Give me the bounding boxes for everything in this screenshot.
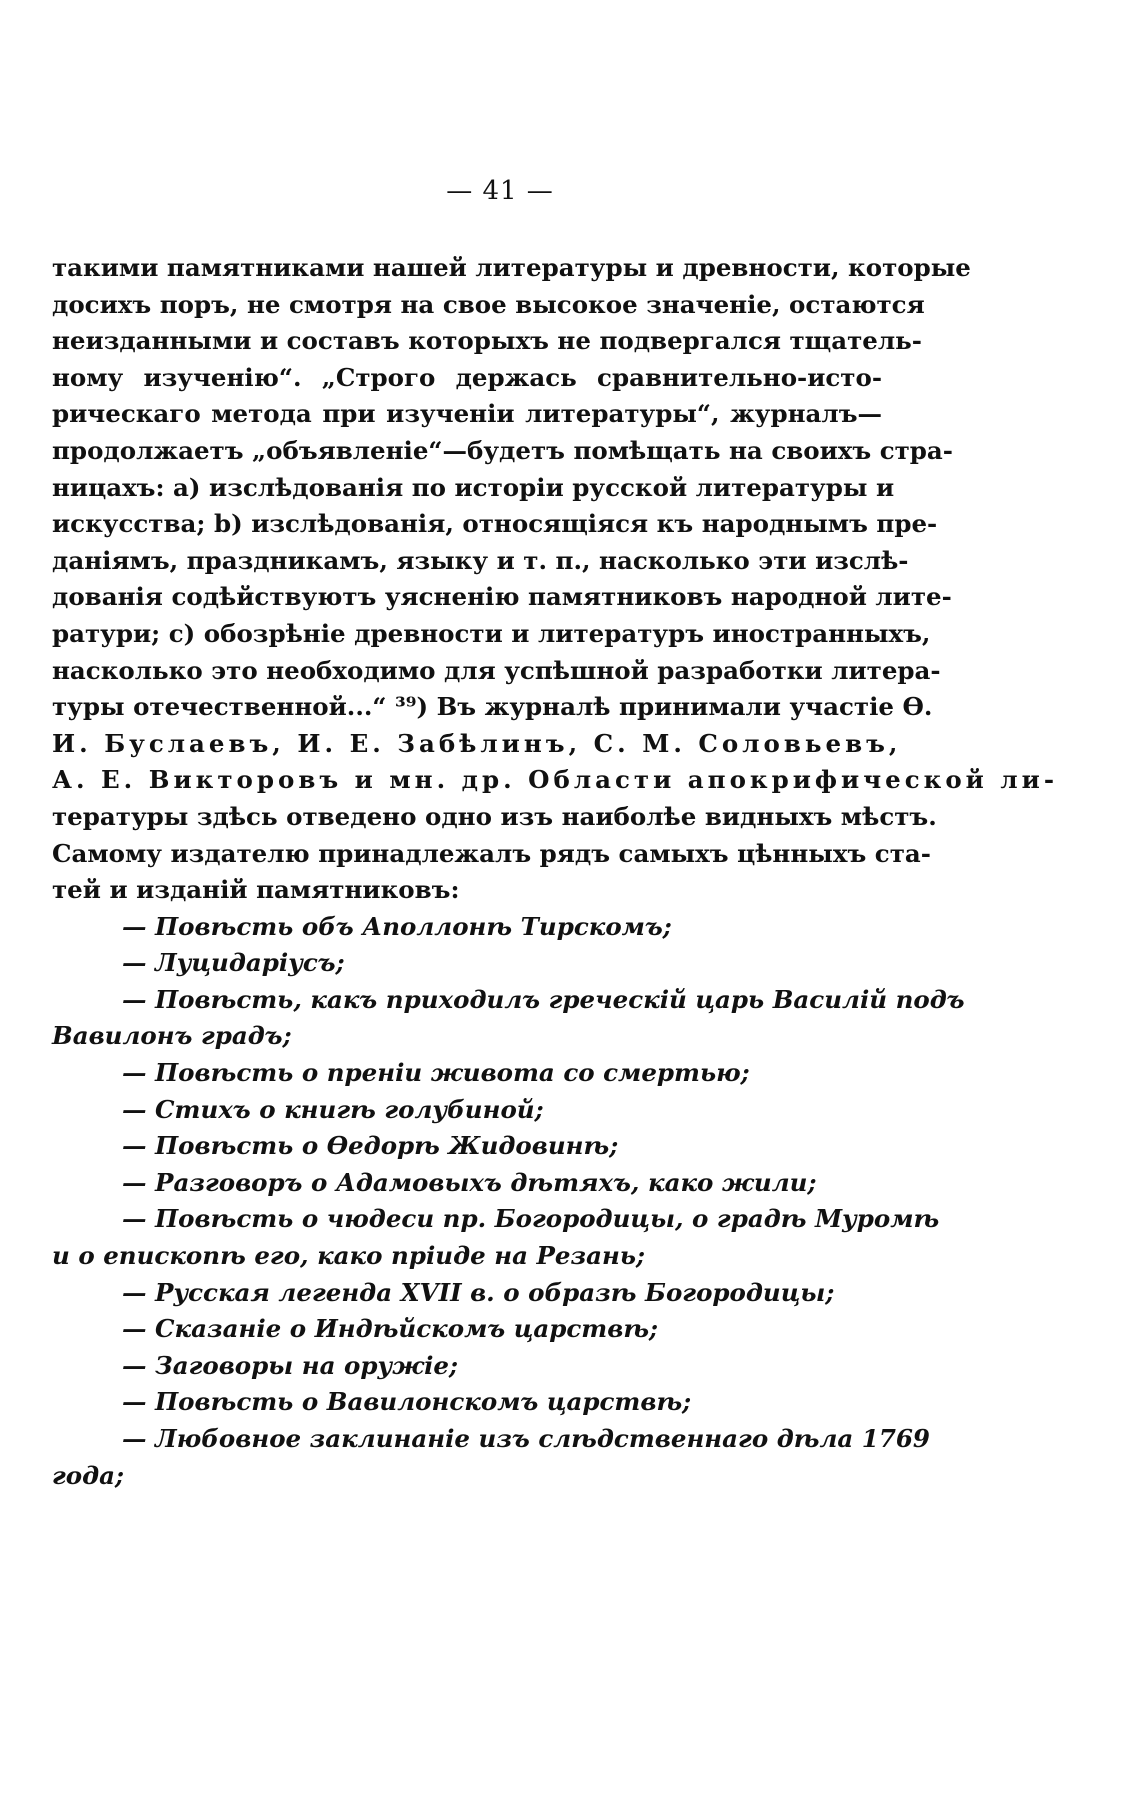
list-item: — Повѣсть о чюдеси пр. Богородицы, о градѣ Муромѣ	[122, 1204, 940, 1234]
text-line: ницахъ: а) изслѣдованія по исторіи русской литературы и	[52, 472, 895, 502]
list-item: — Повѣсть о Ѳедорѣ Жидовинѣ;	[122, 1131, 619, 1161]
list-item: — Разговоръ о Адамовыхъ дѣтяхъ, како жили;	[122, 1167, 817, 1197]
text-line: тературы здѣсь отведено одно изъ наиболѣе видныхъ мѣстъ.	[52, 801, 937, 831]
text-line: продолжаетъ „объявленіе“—будетъ помѣщать на своихъ стра-	[52, 435, 953, 465]
body-text	[52, 250, 1058, 1494]
list-item-continuation: года;	[52, 1460, 125, 1490]
text-line: туры отечественной...“ ³⁹) Въ журналѣ принимали участіе Ѳ.	[52, 692, 933, 722]
text-line: досихъ поръ, не смотря на свое высокое значеніе, остаются	[52, 289, 925, 319]
list-item: — Русская легенда XVII в. о образѣ Богородицы;	[122, 1277, 835, 1307]
text-line: неизданными и составъ которыхъ не подвергался тщатель-	[52, 326, 922, 356]
text-line: ратури; с) обозрѣніе древности и литературъ иностранныхъ,	[52, 618, 931, 648]
text-line: тей и изданій памятниковъ:	[52, 875, 460, 905]
list-item: — Повѣсть, какъ приходилъ греческій царь Василій подъ	[122, 984, 965, 1014]
text-line: А. Е. Викторовъ и мн. др. Области апокрифической ли-	[52, 765, 1058, 795]
text-line: даніямъ, праздникамъ, языку и т. п., насколько эти изслѣ-	[52, 545, 909, 575]
text-line: искусства; b) изслѣдованія, относящіяся къ народнымъ пре-	[52, 509, 938, 539]
text-line: И. Буслаевъ, И. Е. Забѣлинъ, С. М. Соловьевъ,	[52, 728, 902, 758]
page-number: — 41 —	[446, 176, 554, 206]
text-line: такими памятниками нашей литературы и древности, которые	[52, 253, 971, 282]
list-item: — Луцидаріусъ;	[122, 948, 345, 978]
list-item: — Повѣсть о Вавилонскомъ царствѣ;	[122, 1387, 692, 1417]
list-item: — Стихъ о книгѣ голубиной;	[122, 1094, 544, 1124]
list-item: — Повѣсть объ Аполлонѣ Тирскомъ;	[122, 911, 672, 941]
list-item: — Заговоры на оружіе;	[122, 1350, 459, 1380]
list-item-continuation: и о епископѣ его, како пріиде на Резань;	[52, 1241, 646, 1271]
list-item-continuation: Вавилонъ градъ;	[52, 1021, 292, 1051]
text-line: Самому издателю принадлежалъ рядъ самыхъ цѣнныхъ ста-	[52, 838, 931, 868]
text-line: ному изученію“. „Строго держась сравнительно-исто-	[52, 362, 882, 392]
list-item: — Сказаніе о Индѣйскомъ царствѣ;	[122, 1314, 659, 1344]
text-line: насколько это необходимо для успѣшной разработки литера-	[52, 655, 941, 685]
list-item: — Любовное заклинаніе изъ слѣдственнаго дѣла 1769	[122, 1424, 930, 1453]
list-item: — Повѣсть о преніи живота со смертью;	[122, 1058, 750, 1088]
text-line: дованія содѣйствуютъ уясненію памятниковъ народной лите-	[52, 582, 952, 612]
text-line: рическаго метода при изученіи литературы“, журналъ—	[52, 399, 882, 429]
